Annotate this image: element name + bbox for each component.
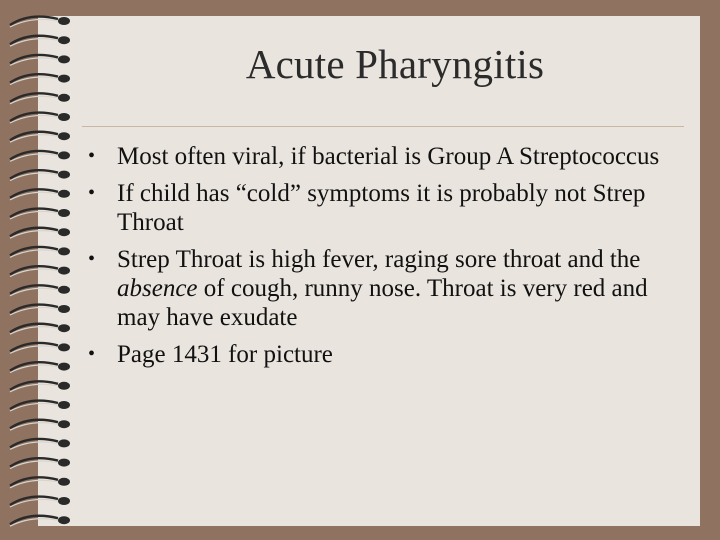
slide-title: Acute Pharyngitis bbox=[245, 41, 545, 87]
binding-ring bbox=[10, 381, 70, 391]
bullet-text-3-before: Strep Throat is high fever, raging sore throat and the bbox=[117, 246, 641, 273]
binding-ring bbox=[10, 151, 70, 161]
binding-ring bbox=[10, 477, 70, 487]
binding-ring bbox=[10, 93, 70, 103]
binding-ring bbox=[10, 516, 70, 526]
binding-ring bbox=[10, 420, 70, 430]
binding-ring bbox=[10, 113, 70, 123]
binding-ring bbox=[10, 458, 70, 468]
bullet-text-2: If child has “cold” symptoms it is probably not Strep Throat bbox=[117, 180, 646, 236]
binding-ring bbox=[10, 401, 70, 411]
binding-ring bbox=[10, 305, 70, 315]
binding-ring bbox=[10, 189, 70, 199]
binding-ring bbox=[10, 343, 70, 353]
bullet-icon: • bbox=[88, 248, 96, 270]
bullet-icon: • bbox=[88, 343, 96, 365]
bullet-text-1: Most often viral, if bacterial is Group A Streptococcus bbox=[117, 143, 660, 170]
bullet-text-3-emphasis: absence bbox=[117, 275, 198, 302]
bullet-item-1 bbox=[84, 142, 684, 171]
binding-ring bbox=[10, 497, 70, 507]
binding-ring bbox=[10, 266, 70, 276]
binding-ring bbox=[10, 209, 70, 219]
binding-ring bbox=[10, 55, 70, 65]
bullet-text-3-after: of cough, runny nose. Throat is very red and may have exudate bbox=[117, 275, 648, 331]
title-divider bbox=[82, 126, 684, 127]
binding-ring bbox=[10, 132, 70, 142]
bullet-item-2 bbox=[84, 179, 684, 237]
binding-ring bbox=[10, 439, 70, 449]
bullet-item-4 bbox=[84, 340, 684, 369]
binding-ring bbox=[10, 170, 70, 180]
bullet-item-3 bbox=[84, 245, 684, 332]
binding-ring bbox=[10, 17, 70, 27]
binding-ring bbox=[10, 324, 70, 334]
binding-ring bbox=[10, 36, 70, 46]
binding-ring bbox=[10, 362, 70, 372]
binding-ring bbox=[10, 285, 70, 295]
bullet-list bbox=[84, 142, 684, 377]
bullet-text-4: Page 1431 for picture bbox=[117, 341, 333, 368]
binding-ring bbox=[10, 228, 70, 238]
binding-ring bbox=[10, 247, 70, 257]
binding-ring bbox=[10, 74, 70, 84]
bullet-icon: • bbox=[88, 182, 96, 204]
bullet-icon: • bbox=[88, 145, 96, 167]
